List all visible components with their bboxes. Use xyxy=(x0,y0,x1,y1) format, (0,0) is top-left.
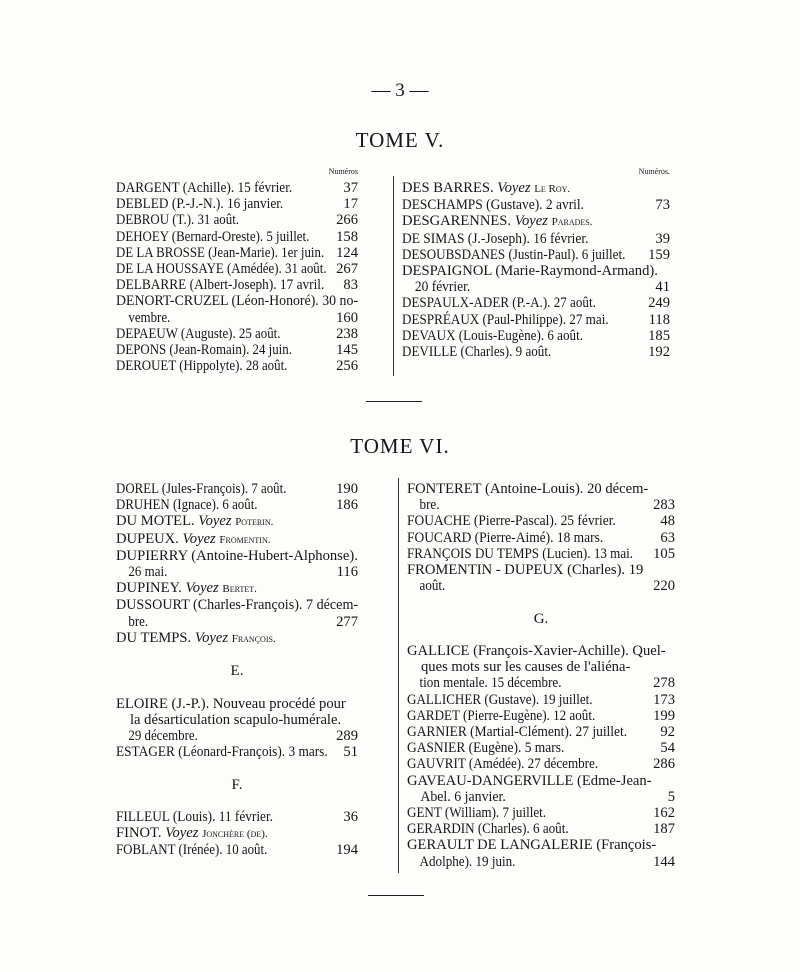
entry-text xyxy=(116,481,330,497)
entry-text xyxy=(407,497,647,513)
index-entry xyxy=(116,696,358,712)
index-entry xyxy=(116,245,358,261)
entry-text xyxy=(116,497,330,513)
numeros-header: Numéros xyxy=(328,167,358,176)
entry-text xyxy=(116,597,359,614)
index-entry xyxy=(116,212,358,228)
entry-name: GAUVRIT (Amédée). 27 décembre. xyxy=(407,756,599,773)
entry-name: DU TEMPS. xyxy=(116,629,192,646)
entry-text xyxy=(402,180,670,197)
entry-number: 158 xyxy=(336,228,358,245)
index-entry xyxy=(407,740,675,756)
entry-text xyxy=(402,231,649,247)
entry-name: DUPEUX. xyxy=(116,530,179,547)
tome-v-left-list xyxy=(116,180,358,374)
index-entry xyxy=(407,724,675,740)
cross-reference: Poterin. xyxy=(235,516,274,529)
entry-text xyxy=(407,854,647,870)
entry-number: 83 xyxy=(343,277,358,294)
index-entry xyxy=(116,196,358,212)
entry-text xyxy=(402,263,670,279)
entry-name: vembre. xyxy=(128,309,171,326)
entry-text xyxy=(116,580,358,597)
entry-number: 5 xyxy=(667,788,675,805)
entry-number: 92 xyxy=(660,724,675,741)
index-entry xyxy=(116,180,358,196)
entry-text xyxy=(116,630,358,647)
section-letter: G. xyxy=(533,610,549,627)
voyez-label: Voyez xyxy=(194,629,229,646)
entry-text xyxy=(407,513,654,529)
entry-number: 192 xyxy=(648,344,670,361)
index-entry xyxy=(407,675,675,691)
index-entry xyxy=(402,295,670,311)
spacer xyxy=(407,627,675,643)
entry-number: 267 xyxy=(336,261,358,278)
entry-name: DUSSOURT (Charles-François). 7 décem- xyxy=(116,597,359,614)
index-entry xyxy=(407,708,675,724)
entry-number: 144 xyxy=(653,853,675,870)
entry-text xyxy=(116,212,330,228)
entry-number: 118 xyxy=(648,311,670,328)
entry-name: DENORT-CRUZEL (Léon-Honoré). 30 no- xyxy=(116,293,359,310)
entry-name: DE LA BROSSE (Jean-Marie). 1er juin. xyxy=(116,244,325,261)
tome-vi-right-column xyxy=(407,481,675,870)
entry-text xyxy=(407,546,647,562)
voyez-label: Voyez xyxy=(198,513,232,530)
index-entry xyxy=(407,530,675,546)
section-rule xyxy=(368,895,424,896)
entry-number: 278 xyxy=(653,675,675,692)
entry-name: bre. xyxy=(419,497,440,514)
entry-name: GERARDIN (Charles). 6 août. xyxy=(407,821,569,838)
tome-v-left-column xyxy=(116,167,358,374)
index-entry xyxy=(116,293,358,309)
index-entry xyxy=(407,481,675,497)
index-entry xyxy=(116,825,358,842)
entry-text xyxy=(407,740,654,756)
entry-number: 63 xyxy=(660,529,675,546)
entry-name: GASNIER (Eugène). 5 mars. xyxy=(407,740,565,757)
entry-number: 173 xyxy=(653,691,675,708)
entry-number: 249 xyxy=(648,295,670,312)
entry-number: 116 xyxy=(336,564,358,581)
entry-number: 185 xyxy=(648,327,670,344)
entry-name: DESOUBSDANES (Justin-Paul). 6 juillet. xyxy=(402,246,626,263)
index-entry xyxy=(116,229,358,245)
page-number: — 3 — xyxy=(371,80,429,101)
entry-number: 283 xyxy=(653,497,675,514)
entry-name: FRANÇOIS DU TEMPS (Lucien). 13 mai. xyxy=(407,545,634,562)
entry-name: bre. xyxy=(128,613,149,630)
index-entry xyxy=(407,659,675,675)
entry-name: ques mots sur les causes de l'aliéna- xyxy=(421,659,631,676)
entry-name: DEROUET (Hippolyte). 28 août. xyxy=(116,358,288,375)
voyez-label: Voyez xyxy=(514,213,548,230)
entry-name: DRUHEN (Ignace). 6 août. xyxy=(116,497,258,514)
entry-number: 105 xyxy=(653,545,675,562)
entry-text xyxy=(402,197,649,213)
entry-name: ELOIRE (J.-P.). Nouveau procédé pour xyxy=(116,695,346,712)
entry-number: 124 xyxy=(336,244,358,261)
entry-number: 160 xyxy=(336,309,358,326)
voyez-label: Voyez xyxy=(185,580,219,597)
entry-text xyxy=(407,481,675,497)
voyez-label: Voyez xyxy=(182,530,216,547)
spacer xyxy=(407,594,675,610)
index-entry xyxy=(402,279,670,295)
entry-text xyxy=(116,229,330,245)
entry-name: DEBROU (T.). 31 août. xyxy=(116,212,240,229)
entry-text xyxy=(116,261,330,277)
entry-name: FONTERET (Antoine-Louis). 20 décem- xyxy=(407,481,649,497)
tome-v-right-column xyxy=(402,167,670,360)
entry-name: FOUACHE (Pierre-Pascal). 25 février. xyxy=(407,513,616,530)
entry-name: GERAULT DE LANGALERIE (François- xyxy=(407,837,657,854)
entry-text xyxy=(407,530,654,546)
entry-number: 186 xyxy=(336,497,358,514)
index-entry xyxy=(407,773,675,789)
entry-text xyxy=(116,293,359,310)
entry-number: 266 xyxy=(336,212,358,229)
entry-text xyxy=(116,310,330,326)
entry-text xyxy=(407,692,647,708)
index-entry xyxy=(402,328,670,344)
entry-number: 39 xyxy=(655,230,670,247)
entry-name: DUPIERRY (Antoine-Hubert-Alphonse). xyxy=(116,547,358,564)
entry-number: 36 xyxy=(343,809,358,825)
entry-number: 159 xyxy=(648,246,670,263)
entry-text xyxy=(116,744,337,760)
tome-vi-left-column xyxy=(116,481,358,859)
entry-number: 48 xyxy=(660,513,675,530)
voyez-label: Voyez xyxy=(497,180,531,196)
tome-vi-right-list xyxy=(407,481,675,870)
entry-name: DESPAULX-ADER (P.-A.). 27 août. xyxy=(402,295,596,312)
index-entry xyxy=(402,344,670,360)
index-entry xyxy=(407,837,675,853)
entry-text xyxy=(116,696,358,712)
entry-text xyxy=(116,531,358,548)
entry-text xyxy=(116,825,358,842)
entry-name: 26 mai. xyxy=(128,564,168,581)
entry-name: tion mentale. 15 décembre. xyxy=(419,675,562,692)
entry-number: 199 xyxy=(653,707,675,724)
tome-v-title: TOME V. xyxy=(355,128,445,152)
entry-number: 238 xyxy=(336,325,358,342)
spacer xyxy=(116,679,358,695)
column-divider xyxy=(398,478,399,873)
entry-text xyxy=(402,328,642,344)
index-entry xyxy=(116,564,358,580)
entry-number: 37 xyxy=(343,180,358,196)
cross-reference: Le Roy. xyxy=(534,183,571,195)
index-entry xyxy=(116,809,358,825)
index-entry xyxy=(116,614,358,630)
section-letter: E. xyxy=(230,663,244,680)
index-entry xyxy=(402,312,670,328)
entry-name: DESGARENNES. xyxy=(402,213,512,230)
spacer xyxy=(116,647,358,663)
entry-number: 220 xyxy=(653,578,675,595)
entry-text xyxy=(116,728,330,744)
entry-number: 41 xyxy=(655,279,670,296)
tome-v-right-list xyxy=(402,180,670,360)
index-entry xyxy=(407,821,675,837)
entry-text xyxy=(402,295,642,311)
entry-text xyxy=(407,773,675,789)
cross-reference: Bertet. xyxy=(222,583,257,596)
voyez-label: Voyez xyxy=(165,825,199,842)
entry-text xyxy=(402,279,649,295)
index-entry xyxy=(407,513,675,529)
index-entry xyxy=(402,197,670,213)
entry-name: GAVEAU-DANGERVILLE (Edme-Jean- xyxy=(407,772,652,789)
entry-text xyxy=(407,578,647,594)
entry-number: 190 xyxy=(336,481,358,497)
entry-text xyxy=(402,247,642,263)
entry-name: GARNIER (Martial-Clément). 27 juillet. xyxy=(407,724,628,741)
entry-name: GENT (William). 7 juillet. xyxy=(407,805,547,822)
entry-name: DEBLED (P.-J.-N.). 16 janvier. xyxy=(116,196,284,213)
entry-name: DE LA HOUSSAYE (Amédée). 31 août. xyxy=(116,261,327,278)
entry-text xyxy=(402,312,643,328)
cross-reference: François. xyxy=(231,632,276,645)
index-entry xyxy=(407,692,675,708)
entry-number: 17 xyxy=(343,196,358,213)
index-entry xyxy=(116,630,358,647)
entry-text xyxy=(116,564,331,580)
entry-name: DESCHAMPS (Gustave). 2 avril. xyxy=(402,197,585,214)
entry-text xyxy=(407,562,675,578)
tome-vi-title: TOME VI. xyxy=(350,434,450,458)
entry-text xyxy=(407,708,647,724)
index-entry xyxy=(116,597,358,613)
entry-name: FOBLANT (Irénée). 10 août. xyxy=(116,842,268,859)
index-entry xyxy=(116,513,358,530)
numeros-header: Numéros. xyxy=(638,167,670,176)
entry-text xyxy=(116,245,330,261)
spacer xyxy=(116,760,358,776)
index-entry xyxy=(407,546,675,562)
entry-text xyxy=(116,196,337,212)
entry-number: 256 xyxy=(336,358,358,375)
entry-text xyxy=(116,809,337,825)
entry-text xyxy=(116,326,330,342)
entry-number: 54 xyxy=(660,740,675,757)
index-entry xyxy=(116,342,358,358)
index-entry xyxy=(116,531,358,548)
entry-name: août. xyxy=(419,578,446,595)
entry-name: DES BARRES. xyxy=(402,180,494,196)
index-entry xyxy=(116,728,358,744)
index-entry xyxy=(116,580,358,597)
entry-text xyxy=(407,756,647,772)
entry-name: DEPONS (Jean-Romain). 24 juin. xyxy=(116,342,292,359)
index-entry xyxy=(407,562,675,578)
entry-text xyxy=(116,277,337,293)
entry-name: DARGENT (Achille). 15 février. xyxy=(116,180,293,196)
entry-number: 162 xyxy=(653,805,675,822)
index-entry xyxy=(407,497,675,513)
entry-text xyxy=(407,837,675,853)
entry-text xyxy=(407,805,647,821)
entry-text xyxy=(407,643,675,659)
entry-text xyxy=(402,213,670,230)
entry-text xyxy=(116,180,337,196)
entry-text xyxy=(402,344,642,360)
tome-vi-left-list xyxy=(116,481,358,859)
index-entry xyxy=(116,326,358,342)
entry-name: GALLICHER (Gustave). 19 juillet. xyxy=(407,691,593,708)
column-divider xyxy=(393,176,394,376)
entry-text xyxy=(116,513,358,530)
entry-text xyxy=(407,789,662,805)
entry-text xyxy=(116,712,358,728)
section-letter: F. xyxy=(231,776,243,793)
index-entry xyxy=(116,497,358,513)
entry-name: FINOT. xyxy=(116,825,162,842)
entry-name: DUPINEY. xyxy=(116,580,182,597)
entry-name: DU MOTEL. xyxy=(116,513,195,530)
entry-name: DESPRÉAUX (Paul-Philippe). 27 mai. xyxy=(402,311,609,328)
entry-name: DEVILLE (Charles). 9 août. xyxy=(402,344,552,361)
index-entry xyxy=(407,789,675,805)
entry-name: la désarticulation scapulo-humérale. xyxy=(130,711,342,728)
entry-text xyxy=(116,842,330,858)
entry-name: FROMENTIN - DUPEUX (Charles). 19 xyxy=(407,562,644,579)
entry-name: DEPAEUW (Auguste). 25 août. xyxy=(116,325,281,342)
index-entry xyxy=(116,277,358,293)
index-entry xyxy=(402,231,670,247)
entry-name: DOREL (Jules-François). 7 août. xyxy=(116,481,287,497)
index-entry xyxy=(116,842,358,858)
entry-name: 20 février. xyxy=(414,279,471,296)
entry-text xyxy=(407,659,675,675)
index-entry xyxy=(402,247,670,263)
cross-reference: Parades. xyxy=(551,216,593,229)
index-entry xyxy=(407,854,675,870)
index-entry xyxy=(116,548,358,564)
entry-number: 277 xyxy=(336,613,358,630)
entry-name: DE SIMAS (J.-Joseph). 16 février. xyxy=(402,230,589,247)
entry-number: 187 xyxy=(653,821,675,838)
index-entry xyxy=(116,481,358,497)
entry-name: DEHOEY (Bernard-Oreste). 5 juillet. xyxy=(116,228,310,245)
spacer xyxy=(116,793,358,809)
section-rule xyxy=(366,401,422,402)
entry-name: GARDET (Pierre-Eugène). 12 août. xyxy=(407,707,596,724)
entry-name: DELBARRE (Albert-Joseph). 17 avril. xyxy=(116,277,325,294)
entry-text xyxy=(407,821,647,837)
index-entry xyxy=(116,261,358,277)
entry-number: 145 xyxy=(336,342,358,359)
entry-name: 29 décembre. xyxy=(128,728,198,745)
entry-number: 194 xyxy=(336,842,358,859)
index-entry xyxy=(402,263,670,279)
entry-number: 73 xyxy=(655,197,670,214)
index-entry xyxy=(116,744,358,760)
entry-name: DESPAIGNOL (Marie-Raymond-Armand). xyxy=(402,263,658,280)
entry-name: FILLEUL (Louis). 11 février. xyxy=(116,809,274,825)
entry-text xyxy=(116,548,358,564)
entry-number: 289 xyxy=(336,728,358,745)
entry-text xyxy=(407,675,647,691)
entry-text xyxy=(407,724,654,740)
entry-text xyxy=(116,614,330,630)
cross-reference: Jonchère (de). xyxy=(202,828,268,841)
entry-text xyxy=(116,358,330,374)
index-entry xyxy=(407,805,675,821)
index-entry xyxy=(116,358,358,374)
entry-name: Abel. 6 janvier. xyxy=(420,788,506,805)
index-entry xyxy=(407,756,675,772)
index-entry xyxy=(116,310,358,326)
cross-reference: Fromentin. xyxy=(219,533,271,546)
entry-number: 51 xyxy=(343,744,358,761)
index-entry xyxy=(402,180,670,197)
entry-number: 286 xyxy=(653,756,675,773)
entry-name: DEVAUX (Louis-Eugène). 6 août. xyxy=(402,327,583,344)
entry-name: FOUCARD (Pierre-Aimé). 18 mars. xyxy=(407,529,604,546)
index-entry xyxy=(116,712,358,728)
index-entry xyxy=(407,578,675,594)
entry-text xyxy=(116,342,330,358)
index-entry xyxy=(402,213,670,230)
entry-name: GALLICE (François-Xavier-Achille). Quel- xyxy=(407,643,666,659)
entry-name: ESTAGER (Léonard-François). 3 mars. xyxy=(116,744,328,761)
entry-name: Adolphe). 19 juin. xyxy=(419,853,516,870)
index-entry xyxy=(407,643,675,659)
